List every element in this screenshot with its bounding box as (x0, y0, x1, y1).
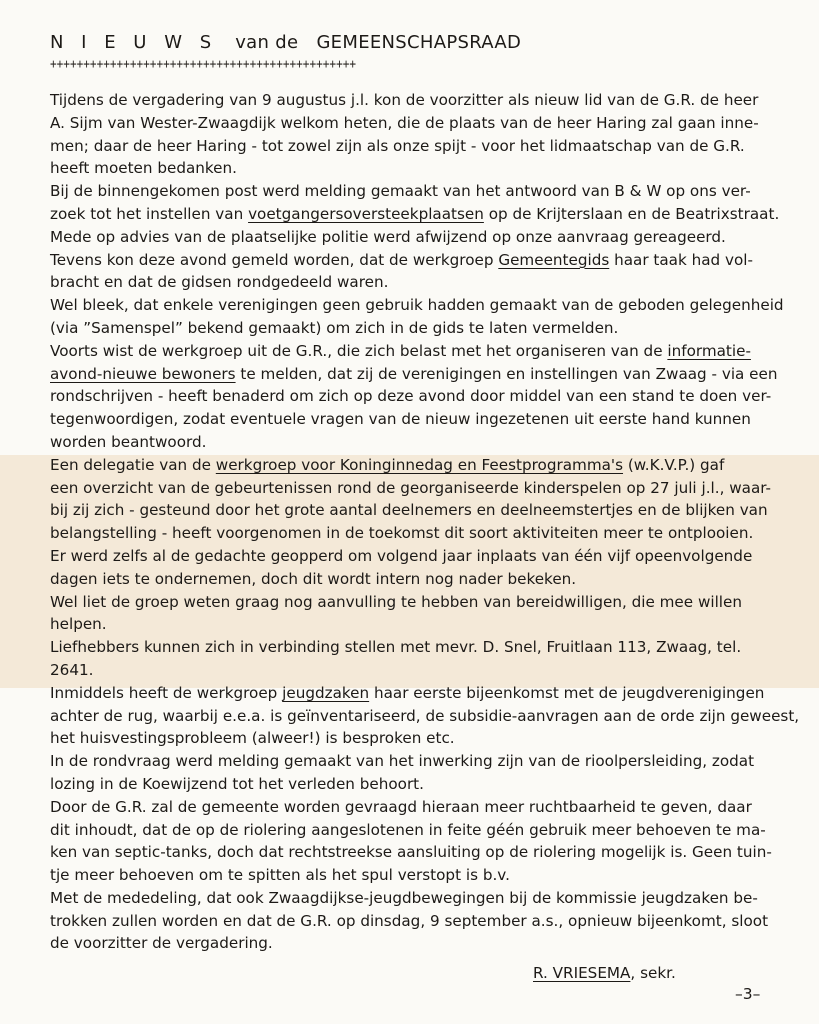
text-line: men; daar de heer Haring - tot zowel zijn als onze spijt - voor het lidmaatschap van de G.R. (50, 136, 745, 155)
text-line: Wel liet de groep weten graag nog aanvulling te hebben van bereidwilligen, die mee willen (50, 592, 743, 611)
title-nieuws: N I E U W S (50, 32, 218, 53)
text-line (50, 203, 780, 226)
text-line: tje meer behoeven om te spitten als het spul verstopt is b.v. (50, 866, 510, 885)
underlined-term: voetgangersoversteekplaatsen (248, 204, 484, 223)
underlined-term: Gemeentegids (498, 250, 610, 269)
text-line: worden beantwoord. (50, 432, 207, 451)
text-fragment: Tevens kon deze avond gemeld worden, dat de werkgroep (50, 250, 499, 269)
text-line: rondschrijven - heeft benaderd om zich op deze avond door middel van een stand te doen ver- (50, 387, 772, 406)
text-line: Liefhebbers kunnen zich in verbinding stellen met mevr. D. Snel, Fruitlaan 113, Zwaag, tel. (50, 638, 742, 657)
text-line: Mede op advies van de plaatselijke politie werd afwijzend op onze aanvraag gereageerd. (50, 227, 726, 246)
text-line (50, 363, 780, 386)
text-fragment: Inmiddels heeft de werkgroep (50, 683, 283, 702)
text-line: dit inhoudt, dat de op de riolering aangeslotenen in feite géén gebruik meer behoeven te ma- (50, 820, 766, 839)
title-rule: ++++++++++++++++++++++++++++++++++++++++++++++ (50, 57, 357, 72)
text-line: bracht en dat de gidsen rondgedeeld waren. (50, 273, 389, 292)
text-line: heeft moeten bedanken. (50, 159, 237, 178)
text-line: Tijdens de vergadering van 9 augustus j.l. kon de voorzitter als nieuw lid van de G.R. de heer (50, 91, 759, 109)
title-vande: van de (235, 32, 299, 53)
underlined-term: jeugdzaken (282, 683, 370, 702)
text-line: Bij de binnengekomen post werd melding gemaakt van het antwoord van B & W op ons ver- (50, 182, 751, 201)
text-line: het huisvestingsprobleem (alweer!) is besproken etc. (50, 729, 455, 748)
text-fragment: Voorts wist de werkgroep uit de G.R., die zich belast met het organiseren van de (50, 341, 668, 360)
text-line: dagen iets te ondernemen, doch dit wordt intern nog nader bekeken. (50, 569, 577, 588)
signature-name: R. VRIESEMA (533, 964, 631, 982)
title-gemeenschapsraad: GEMEENSCHAPSRAAD (316, 32, 522, 53)
text-line: In de rondvraag werd melding gemaakt van het inwerking zijn van de rioolpersleiding, zodat (50, 752, 755, 771)
underlined-term: avond-nieuwe bewoners (50, 364, 236, 383)
underlined-term: informatie- (667, 341, 751, 360)
text-fragment: zoek tot het instellen van (50, 204, 249, 223)
text-line (50, 682, 780, 705)
text-line: achter de rug, waarbij e.e.a. is geïnventariseerd, de subsidie-aanvragen aan de orde zijn geweest, (50, 706, 800, 725)
text-fragment: haar eerste bijeenkomst met de jeugdverenigingen (369, 683, 765, 702)
text-fragment: (w.K.V.P.) gaf (623, 455, 725, 474)
text-line: ken van septic-tanks, doch dat rechtstreekse aansluiting op de riolering mogelijk is. Geen tuin- (50, 843, 772, 862)
text-line: tegenwoordigen, zodat eventuele vragen van de nieuw ingezetenen uit eerste hand kunnen (50, 410, 751, 429)
signature (533, 964, 676, 982)
text-line: Er werd zelfs al de gedachte geopperd om volgend jaar inplaats van één vijf opeenvolgende (50, 546, 753, 565)
text-line: belangstelling - heeft voorgenomen in de toekomst dit soort aktiviteiten meer te ontplooien. (50, 524, 754, 543)
text-line: een overzicht van de gebeurtenissen rond de georganiseerde kinderspelen op 27 juli j.l., waar- (50, 478, 772, 497)
text-line: lozing in de Koewijzend tot het verleden behoort. (50, 774, 424, 793)
text-line: A. Sijm van Wester-Zwaagdijk welkom heten, die de plaats van de heer Haring zal gaan inne- (50, 113, 759, 132)
text-line: 2641. (50, 660, 94, 679)
text-line: trokken zullen worden en dat de G.R. op dinsdag, 9 september a.s., opnieuw bijeenkomt, sloot (50, 911, 769, 930)
signature-role: , sekr. (630, 964, 676, 982)
text-line: Wel bleek, dat enkele verenigingen geen gebruik hadden gemaakt van de geboden gelegenheid (50, 296, 784, 315)
text-fragment: te melden, dat zij de verenigingen en instellingen van Zwaag - via een (235, 364, 778, 383)
text-line: Met de mededeling, dat ook Zwaagdijkse-jeugdbewegingen bij de kommissie jeugdzaken be- (50, 888, 758, 907)
text-line (50, 340, 780, 363)
text-line: de voorzitter de vergadering. (50, 934, 273, 953)
article-body (50, 89, 800, 955)
page-title (50, 32, 521, 58)
text-line: (via ”Samenspel” bekend gemaakt) om zich in de gids te laten vermelden. (50, 318, 619, 337)
text-fragment: Een delegatie van de (50, 455, 216, 474)
underlined-term: werkgroep voor Koninginnedag en Feestprogramma's (215, 455, 624, 474)
text-line (50, 249, 780, 272)
text-line: helpen. (50, 615, 107, 634)
page-number: –3– (735, 985, 761, 1003)
text-line (50, 454, 780, 477)
text-line: Door de G.R. zal de gemeente worden gevraagd hieraan meer ruchtbaarheid te geven, daar (50, 797, 752, 816)
text-line: bij zij zich - gesteund door het grote aantal deelnemers en deelneemstertjes en de blijken van (50, 501, 768, 520)
text-fragment: haar taak had vol- (609, 250, 753, 269)
text-fragment: op de Krijterslaan en de Beatrixstraat. (483, 204, 780, 223)
